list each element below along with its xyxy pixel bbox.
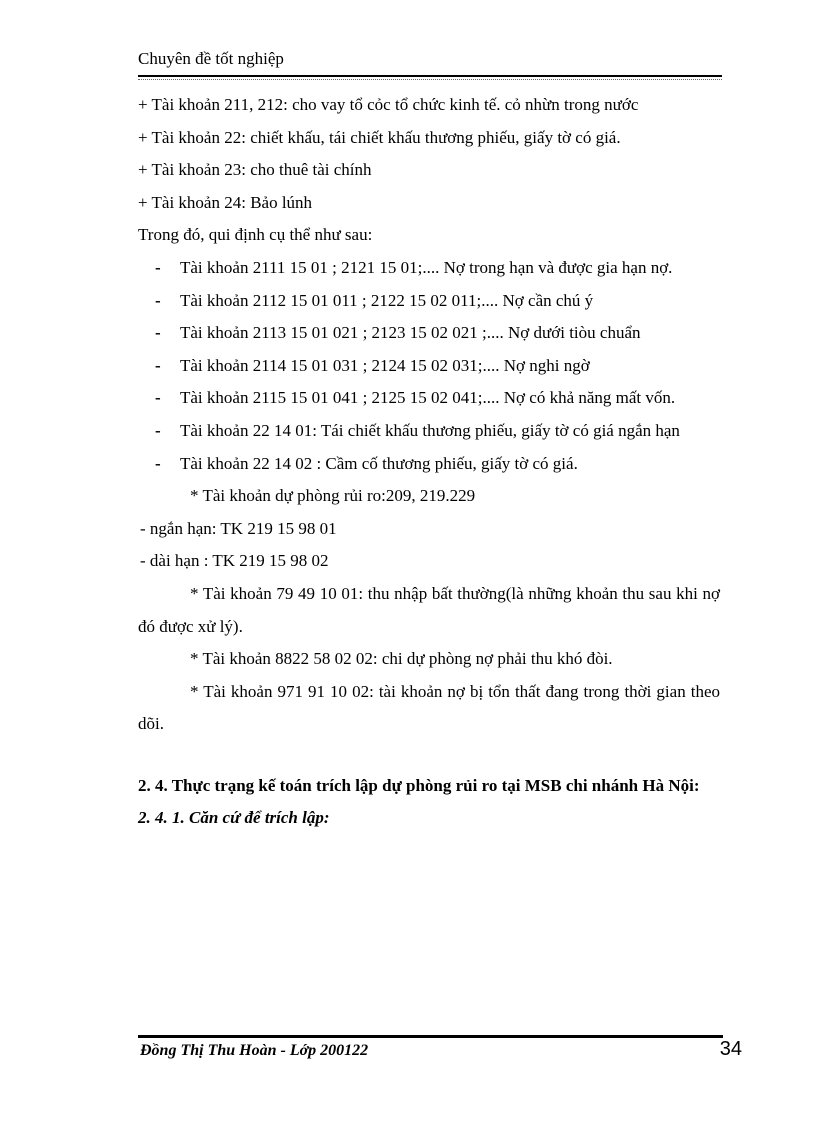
document-header-title: Chuyên đề tốt nghiệp [138, 46, 722, 77]
account-detail-text: Tài khoản 2113 15 01 021 ; 2123 15 02 021 ;.... Nợ dưới tiòu chuẩn [180, 323, 641, 343]
account-detail-item [138, 252, 720, 285]
page-number: 34 [719, 1038, 742, 1060]
header-rule [138, 79, 722, 80]
dash-bullet: - [155, 323, 161, 343]
dash-bullet: - [155, 453, 161, 473]
footer-author: Đồng Thị Thu Hoàn - Lớp 200122 [140, 1042, 369, 1059]
dash-bullet: - [155, 420, 161, 440]
account-detail-text: Tài khoản 22 14 01: Tái chiết khấu thương phiếu, giấy tờ có giá ngắn hạn [180, 420, 680, 440]
account-detail-text: Tài khoản 2114 15 01 031 ; 2124 15 02 031;.... Nợ nghi ngờ [180, 355, 590, 375]
account-detail-text: Tài khoản 2115 15 01 041 ; 2125 15 02 041;.... Nợ có khả năng mất vốn. [180, 388, 676, 408]
account-detail-item [138, 448, 720, 481]
account-group-item: + Tài khoản 211, 212: cho vay tổ cỏc tổ chức kinh tế. cỏ nhừn trong nước [138, 95, 639, 114]
account-detail-item [138, 415, 720, 448]
account-detail-item [138, 317, 720, 350]
account-group-item: + Tài khoản 24: Bảo lúnh [138, 192, 313, 212]
account-detail-text: Tài khoản 2112 15 01 011 ; 2122 15 02 011;.... Nợ cần chú ý [180, 290, 594, 310]
expense-account-note: * Tài khoản 8822 58 02 02: chi dự phòng nợ phải thu khó đòi. [190, 649, 613, 669]
account-group-item: + Tài khoản 22: chiết khấu, tái chiết khấu thương phiếu, giấy tờ có giá. [138, 127, 621, 147]
dash-bullet: - [155, 388, 161, 408]
income-account-note: * Tài khoản 79 49 10 01: thu nhập bất thường(là những khoản thu sau khi nợ đó được xử lý). [138, 583, 720, 636]
dash-bullet: - [155, 355, 161, 375]
provision-accounts-note: * Tài khoản dự phòng rủi ro:209, 219.229 [190, 486, 476, 506]
short-term-account: - ngắn hạn: TK 219 15 98 01 [140, 518, 337, 538]
account-detail-item [138, 382, 720, 415]
document-body [138, 89, 720, 835]
section-heading: 2. 4. Thực trạng kế toán trích lập dự phòng rủi ro tại MSB chi nhánh Hà Nội: [138, 775, 700, 795]
footer-rule [138, 1035, 723, 1038]
account-detail-text: Tài khoản 2111 15 01 ; 2121 15 01;.... Nợ trong hạn và được gia hạn nợ. [180, 257, 673, 277]
long-term-account: - dài hạn : TK 219 15 98 02 [140, 551, 329, 571]
account-detail-item [138, 285, 720, 318]
document-header [138, 46, 722, 80]
dash-bullet: - [155, 290, 161, 310]
dash-bullet: - [155, 257, 161, 277]
account-detail-text: Tài khoản 22 14 02 : Cầm cố thương phiếu, giấy tờ có giá. [180, 453, 578, 473]
account-group-item: + Tài khoản 23: cho thuê tài chính [138, 160, 372, 180]
intro-paragraph: Trong đó, qui định cụ thể như sau: [138, 225, 373, 245]
account-detail-item [138, 350, 720, 383]
subsection-heading: 2. 4. 1. Căn cứ để trích lập: [138, 808, 330, 828]
loss-account-note: * Tài khoản 971 91 10 02: tài khoản nợ bị tổn thất đang trong thời gian theo dõi. [138, 681, 720, 734]
